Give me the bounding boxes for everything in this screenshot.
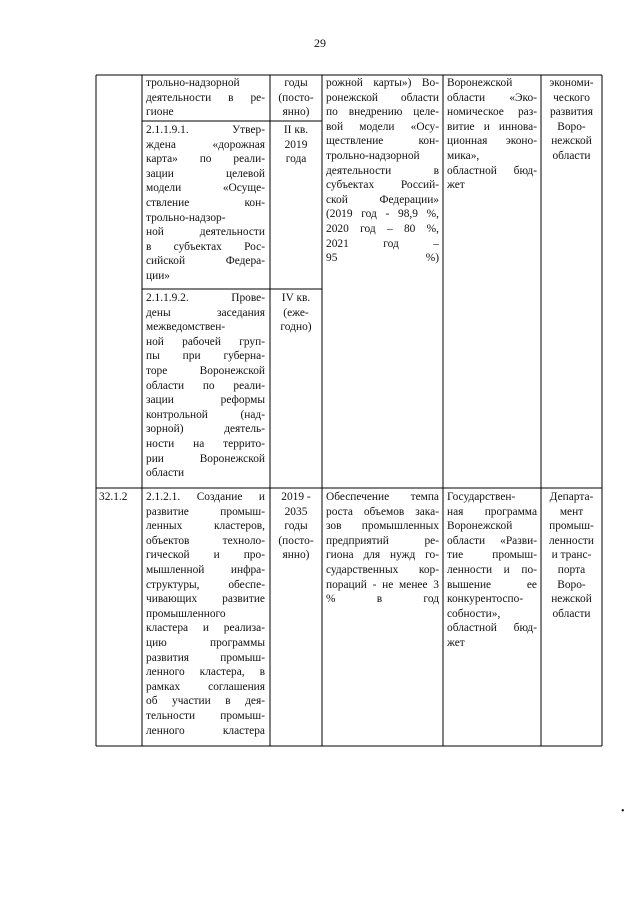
cell-measure-2-1-1-9-1 — [146, 123, 265, 284]
cell-term-continued — [272, 76, 320, 120]
cell-source-2-1-2-1 — [447, 490, 537, 651]
margin-mark: • — [621, 806, 625, 817]
term-2-1-1-9-2-text: IV кв. (еже- годно) — [280, 292, 312, 334]
indicator-continued-text: рожной карты») Во- ронежской области по внедрению целе- вой модели «Осу- ществление кон- трольно-надзорной деятельности в субъектах Россий- ской Федерации» (2019 год - 98,9 %, 2020 год – 80 %, 2021 год – 95 %) — [326, 77, 439, 265]
cell-indicator-continued — [326, 76, 439, 266]
term-2-1-1-9-1-text: II кв. 2019 года — [283, 124, 309, 166]
term-continued-text: годы (посто- янно) — [278, 77, 314, 119]
term-2-1-2-1-text: 2019 - 2035 годы (посто- янно) — [278, 491, 314, 562]
cell-term-2-1-1-9-2 — [272, 291, 320, 335]
cell-term-2-1-2-1 — [272, 490, 320, 563]
source-continued-text: Воронежской области «Эко- номическое раз- витие и иннова- ционная эконо- мика», областной бюд- жет — [447, 77, 537, 192]
cell-source-continued — [447, 76, 537, 193]
executor-continued-text: экономи- ческого развития Воро- нежской области — [549, 77, 594, 162]
measure-continued-text: трольно-надзорной деятельности в ре- гионе — [146, 77, 265, 119]
source-2-1-2-1-text: Государствен- ная программа Воронежской области «Разви- тие промыш- ленности и по- вышение ее конкурентоспо- собности», областной бюд- жет — [447, 491, 537, 649]
cell-executor-2-1-2-1 — [543, 490, 600, 621]
cell-row-number — [99, 490, 141, 505]
executor-2-1-2-1-text: Департа- мент промыш- ленности и транс- порта Воро- нежской области — [548, 491, 595, 620]
measure-2-1-1-9-2-text: 2.1.1.9.2. Прове- дены заседания межведомствен- ной рабочей груп- пы при губерна- торе Воронежской области по реали- зации реформы контрольной (над- зорной) деятель- ности на террито- рии Воронежской области — [146, 292, 265, 480]
row-number-text: 32.1.2 — [99, 491, 128, 503]
cell-indicator-2-1-2-1 — [326, 490, 439, 607]
cell-term-2-1-1-9-1 — [272, 123, 320, 167]
measure-2-1-1-9-1-text: 2.1.1.9.1. Утвер- ждена «дорожная карта» по реали- зации целевой модели «Осуще- ствление кон- трольно-надзор- ной деятельности в субъектах Рос- сийской Федера- ции» — [146, 124, 265, 282]
cell-measure-2-1-1-9-2 — [146, 291, 265, 481]
measure-2-1-2-1-text: 2.1.2.1. Создание и развитие промыш- ленных кластеров, объектов техноло- гической и про- мышленной инфра- структуры, обеспе- чивающих развитие промышленного кластера и реализа- цию программы развития промыш- ленного кластера, в рамках соглашения об участии в дея- тельности промыш- ленного кластера — [146, 491, 265, 737]
cell-measure-continued — [146, 76, 265, 120]
indicator-2-1-2-1-text: Обеспечение темпа роста объемов зака- зов промышленных предприятий ре- гиона для нужд го- сударственных кор- пораций - не менее 3 % в год — [326, 491, 439, 606]
cell-executor-continued — [543, 76, 600, 164]
page-number: 29 — [314, 36, 326, 50]
cell-measure-2-1-2-1 — [146, 490, 265, 738]
